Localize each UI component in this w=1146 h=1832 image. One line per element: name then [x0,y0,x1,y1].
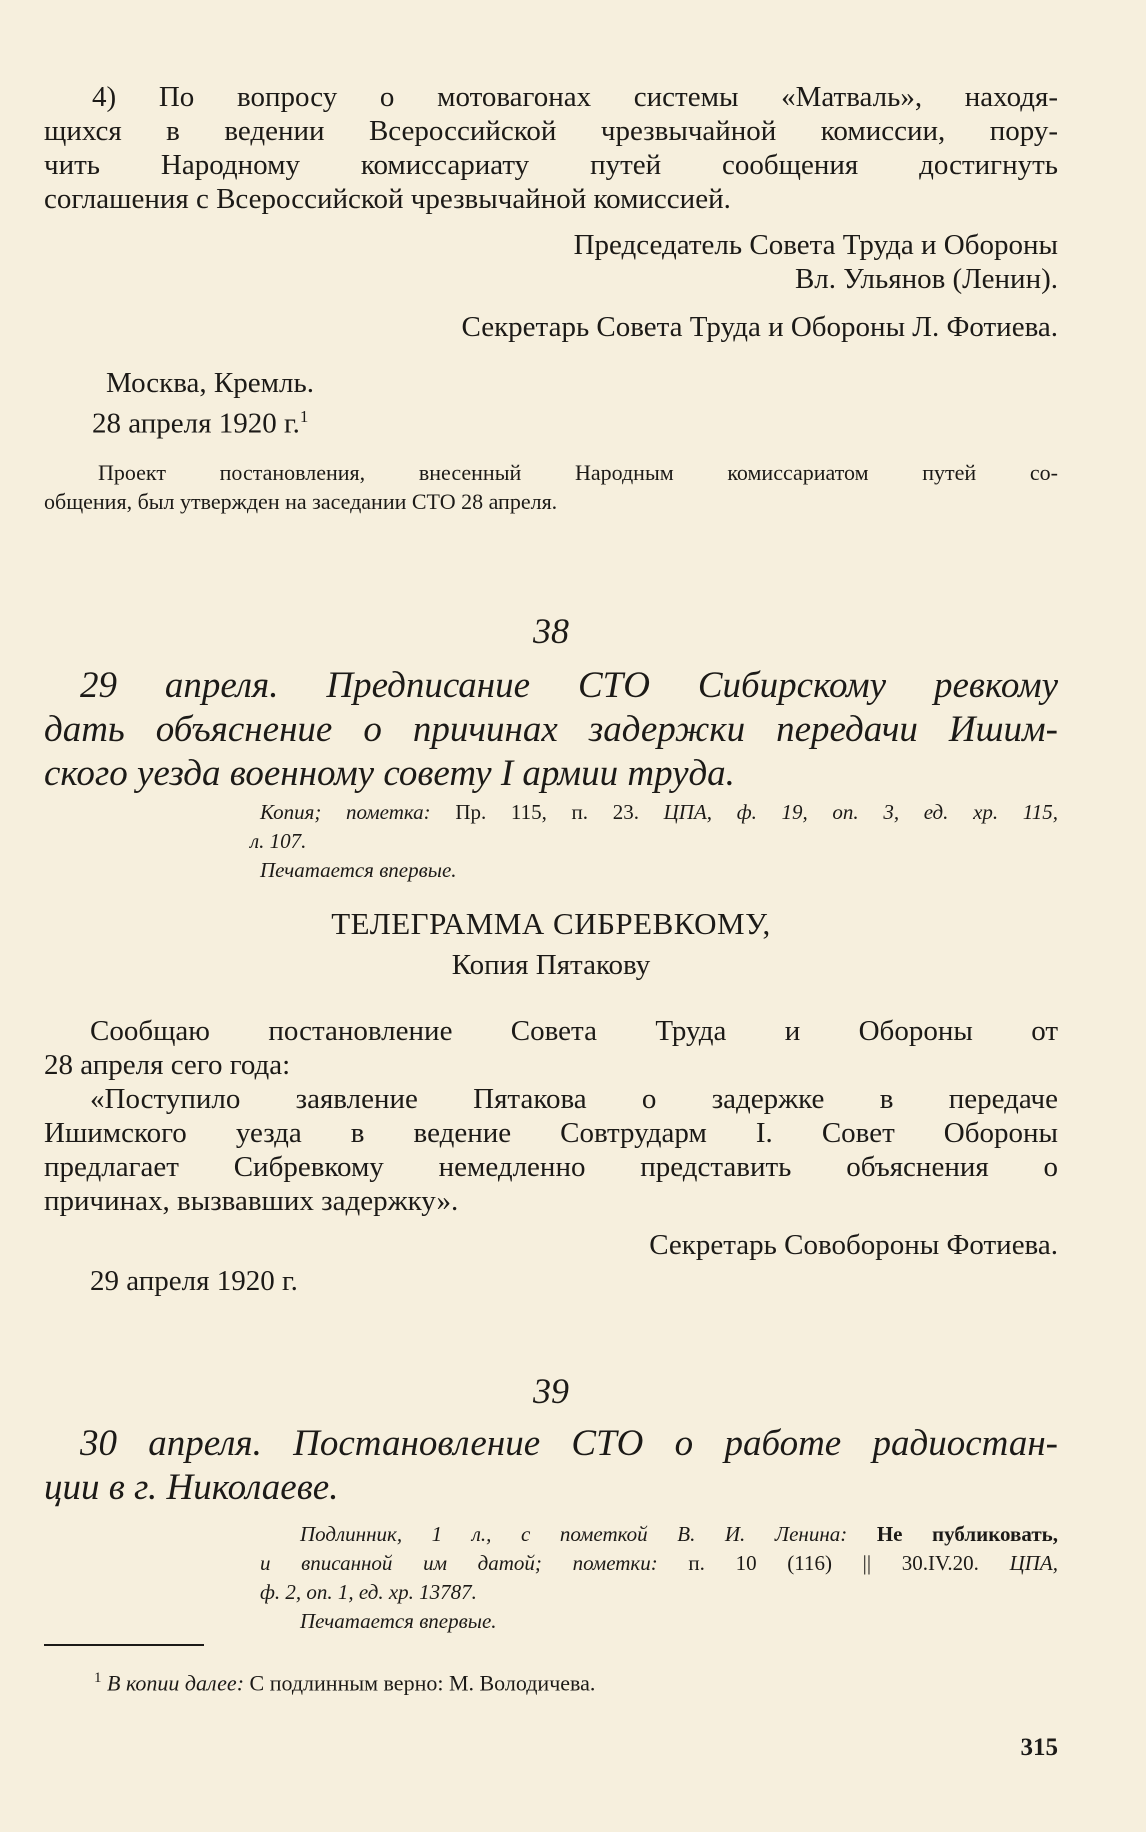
place: Москва, Кремль. [106,367,314,399]
footnote-marker: 1 [94,1670,102,1686]
source-italic: Подлинник, 1 л., с пометкой В. И. Ленина: [300,1522,848,1546]
paragraph-4 [44,80,1058,216]
source-text: Пр. 115, п. 23. [455,800,639,824]
heading-line: 30 апреля. Постановление СТО о работе радиостан- [80,1423,1058,1464]
signature-chairman [44,228,1058,296]
telegram-subtitle: Копия Пятакову [451,949,651,981]
date [44,400,1052,441]
source-line [260,1520,1058,1549]
footnote-rule [44,1644,204,1646]
date-text: 28 апреля 1920 г. [92,407,300,440]
paragraph-line: чить Народному комиссариату путей сообщения достигнуть [44,149,1058,181]
signature-name: Вл. Ульянов (Ленин). [794,263,1058,295]
heading-line: ского уезда военному совету I армии труда. [44,753,735,794]
footnote-ref: 1 [299,407,309,426]
telegram-signature: Секретарь Совобороны Фотиева. [649,1229,1058,1261]
document-heading-38 [44,664,1058,796]
published-note: Печатается впервые. [260,858,457,882]
body-line: предлагает Сибревкому немедленно представить объяснения о [44,1151,1058,1183]
telegram-body [44,1014,1058,1218]
source-line [260,798,1058,827]
source-line: л. 107. [250,829,307,853]
source-bold: Не публиковать, [876,1522,1059,1546]
document-heading-39 [44,1422,1058,1510]
source-line [260,1549,1058,1578]
telegram-date: 29 апреля 1920 г. [90,1265,298,1297]
body-line: Сообщаю постановление Совета Труда и Обороны от [90,1015,1058,1047]
telegram-title: ТЕЛЕГРАММА СИБРЕВКОМУ, [331,906,771,941]
body-line: «Поступило заявление Пятакова о задержке в передаче [90,1083,1058,1115]
heading-line: ции в г. Николаеве. [44,1467,339,1508]
editorial-note [44,458,1058,516]
heading-line: дать объяснение о причинах задержки передачи Ишим- [44,709,1058,750]
footnote-text: С подлинным верно: М. Володичева. [249,1670,596,1696]
source-italic: и вписанной им датой; пометки: [260,1551,658,1575]
signature-title: Председатель Совета Труда и Обороны [573,229,1058,261]
note-line: общения, был утвержден на заседании СТО 28 апреля. [44,489,558,514]
published-note: Печатается впервые. [300,1609,497,1633]
body-line: Ишимского уезда в ведение Совтрударм I. Совет Обороны [44,1117,1058,1149]
paragraph-line: 4) По вопросу о мотовагонах системы «Матваль», находя- [92,81,1058,113]
heading-line: 29 апреля. Предписание СТО Сибирскому ревкому [80,665,1058,706]
paragraph-line: щихся в ведении Всероссийской чрезвычайной комиссии, пору- [44,115,1058,147]
paragraph-line: соглашения с Всероссийской чрезвычайной комиссией. [44,183,731,215]
archival-source-39 [44,1520,1058,1636]
source-line: ф. 2, оп. 1, ед. хр. 13787. [260,1580,477,1604]
source-ref: ЦПА, ф. 19, оп. 3, ед. хр. 115, [663,800,1059,824]
signature-secretary: Секретарь Совета Труда и Обороны Л. Фотиева. [461,311,1058,343]
document-number-39: 39 [533,1371,569,1411]
page-number: 315 [1020,1734,1058,1761]
source-ref: ЦПА, [1009,1551,1058,1575]
source-label: Копия; пометка: [260,800,431,824]
footnote-label: В копии далее: [107,1670,245,1696]
body-line: причинах, вызвавших задержку». [44,1185,459,1217]
note-line: Проект постановления, внесенный Народным комиссариатом путей со- [98,460,1058,485]
body-line: 28 апреля сего года: [44,1049,291,1081]
source-text: п. 10 (116) || 30.IV.20. [688,1551,979,1575]
footnote [44,1664,1058,1697]
document-number-38: 38 [533,611,569,651]
archival-source-38 [44,798,1058,885]
